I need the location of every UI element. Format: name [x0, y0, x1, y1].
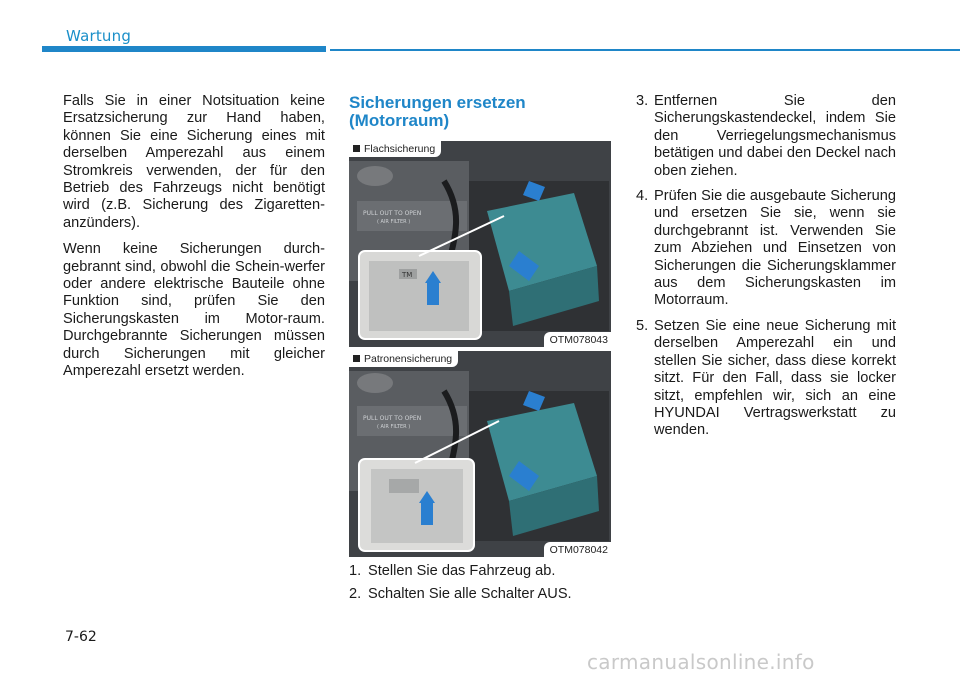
filter-label-2: ( AIR FILTER ) [377, 424, 411, 430]
filter-label-1: ( AIR FILTER ) [377, 219, 411, 225]
list-item [636, 93, 896, 180]
heading-line-2: (Motorraum) [349, 111, 450, 130]
step-text: Prüfen Sie die ausgebaute Sicherung und ersetzen Sie sie, wenn sie durchgebrannt ist. Verwenden Sie zum Abziehen und Einsetzen von Sicherungen die Sicherungsklammer aus dem Sicherungskasten im Motorraum. [654, 188, 896, 309]
figure-code-1: OTM078043 [544, 332, 611, 347]
figure-code-2: OTM078042 [544, 542, 611, 557]
list-item [636, 188, 896, 310]
heading-line-1: Sicherungen ersetzen [349, 93, 526, 112]
section-title: Wartung [66, 27, 132, 45]
left-column [63, 93, 325, 390]
paragraph-check-fusebox: Wenn keine Sicherungen durch-gebrannt sind, obwohl die Schein-werfer oder andere elektrische Bauteile ohne Funktion sind, prüfen Sie den Sicherungskasten im Motor-raum. Durchgebrannte Sicherungen müssen durch Sicherungen mit gleicher Amperezahl ersetzt werden. [63, 241, 325, 380]
tag-text: Flachsicherung [364, 143, 436, 155]
watermark: carmanualsonline.info [587, 650, 815, 674]
step-number: 4. [636, 188, 649, 205]
figure-cartridge-fuse [349, 351, 611, 557]
step-number: 5. [636, 317, 649, 334]
list-item [349, 586, 611, 603]
list-item [636, 318, 896, 440]
engine-label-2: PULL OUT TO OPEN [363, 415, 422, 422]
step-text: Entfernen Sie den Sicherungskastendeckel, indem Sie den Verriegelungsmechanismus betätigen und dabei den Deckel nach oben ziehen. [654, 93, 896, 179]
tm-label: TM [402, 271, 413, 279]
step-text: Schalten Sie alle Schalter AUS. [368, 586, 572, 603]
list-item [349, 563, 611, 580]
engine-label-1: PULL OUT TO OPEN [363, 210, 422, 217]
tag-text: Patronensicherung [364, 353, 453, 365]
step-text: Stellen Sie das Fahrzeug ab. [368, 563, 556, 579]
header-rule-thin [330, 49, 960, 51]
right-column [636, 93, 896, 448]
section-heading [349, 94, 609, 130]
header-rule-thick [42, 46, 326, 52]
figure-tag-blade-fuse [349, 141, 441, 157]
figure-tag-cartridge-fuse [349, 351, 458, 367]
figure-blade-fuse [349, 141, 611, 347]
step-number: 3. [636, 93, 649, 109]
steps-list-middle [349, 563, 611, 610]
engine-bay-photo-1 [349, 141, 611, 347]
step-number: 2. [349, 586, 362, 603]
step-text: Setzen Sie eine neue Sicherung mit derselben Amperezahl ein und stellen Sie sicher, dass diese korrekt sitzt. Für den Fall, dass sie locker sitzt, empfehlen wir, sich an eine HYUNDAI Vertragswerkstatt zu wenden. [654, 317, 896, 439]
engine-bay-photo-2 [349, 351, 611, 557]
page-number: 7-62 [65, 629, 97, 645]
step-number: 1. [349, 563, 362, 579]
bullet-square [353, 355, 360, 362]
paragraph-emergency-fuse: Falls Sie in einer Notsituation keine Ersatzsicherung zur Hand haben, können Sie eine Sicherung eines mit derselben Amperezahl aus einem Stromkreis verwenden, der für den Betrieb des Fahrzeugs nicht benötigt wird (z.B. Sicherung des Zigaretten-anzünders). [63, 93, 325, 231]
bullet-square [353, 145, 360, 152]
